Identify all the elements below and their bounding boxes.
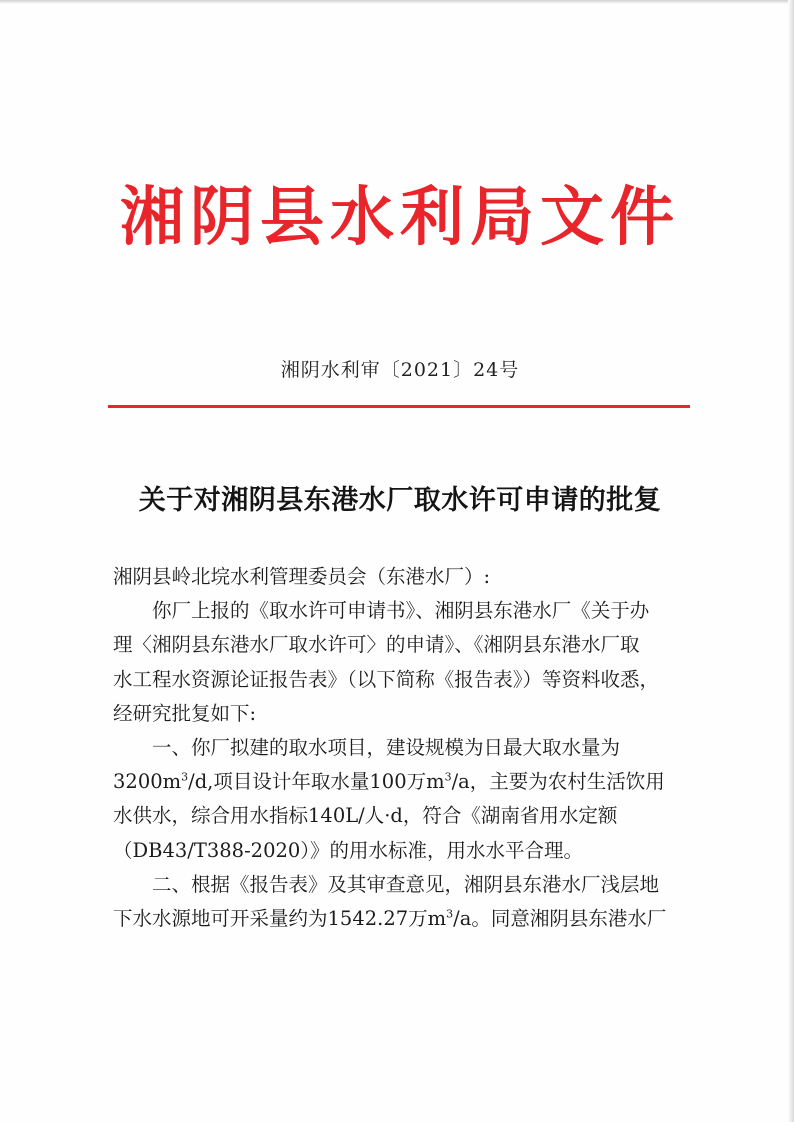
para2-line2-part-c: /a，主要为农村生活饮用 [451,770,665,794]
para3-line2-part-b: /a。同意湘阴县东港水厂 [453,906,667,930]
para2-line4: （DB43/T388-2020）》的用水标准，用水水平合理。 [113,838,584,862]
para3-line2-part-a: 下水水源地可开采量约为1542.27万m [113,906,447,930]
para3-line1: 二、根据《报告表》及其审查意见，湘阴县东港水厂浅层地 [152,872,660,896]
document-body [113,560,703,936]
scan-edge-top [0,0,794,4]
red-separator-line [108,405,690,408]
issuer-header: 湘阴县水利局文件 [120,181,680,255]
para1-line3: 水工程水资源论证报告表》（以下简称《报告表》）等资料收悉， [113,667,660,691]
para2-line2-part-a: 3200m [113,770,182,794]
document-number: 湘阴水利审〔2021〕24号 [280,359,520,381]
para1-line2: 理〈湘阴县东港水厂取水许可〉的申请》、《湘阴县东港水厂取 [113,633,640,657]
para1-line4: 经研究批复如下: [113,701,257,725]
superscript-3c: 3 [446,907,454,921]
superscript-3: 3 [181,770,189,784]
para2-line2 [113,765,703,799]
addressee: 湘阴县岭北垸水利管理委员会（东港水厂）: [113,565,491,588]
para3-line2 [113,902,703,936]
para2-line3: 水供水，综合用水指标140L/人·d，符合《湖南省用水定额 [113,804,618,828]
para1-line1: 你厂上报的《取水许可申请书》、湘阴县东港水厂《关于办 [152,599,650,623]
document-title: 关于对湘阴县东港水厂取水许可申请的批复 [138,485,662,516]
scan-edge-right [788,0,794,1122]
para2-line1: 一、你厂拟建的取水项目，建设规模为日最大取水量为 [152,735,621,759]
superscript-3b: 3 [444,770,452,784]
para2-line2-part-b: /d,项目设计年取水量100万m [188,770,445,794]
